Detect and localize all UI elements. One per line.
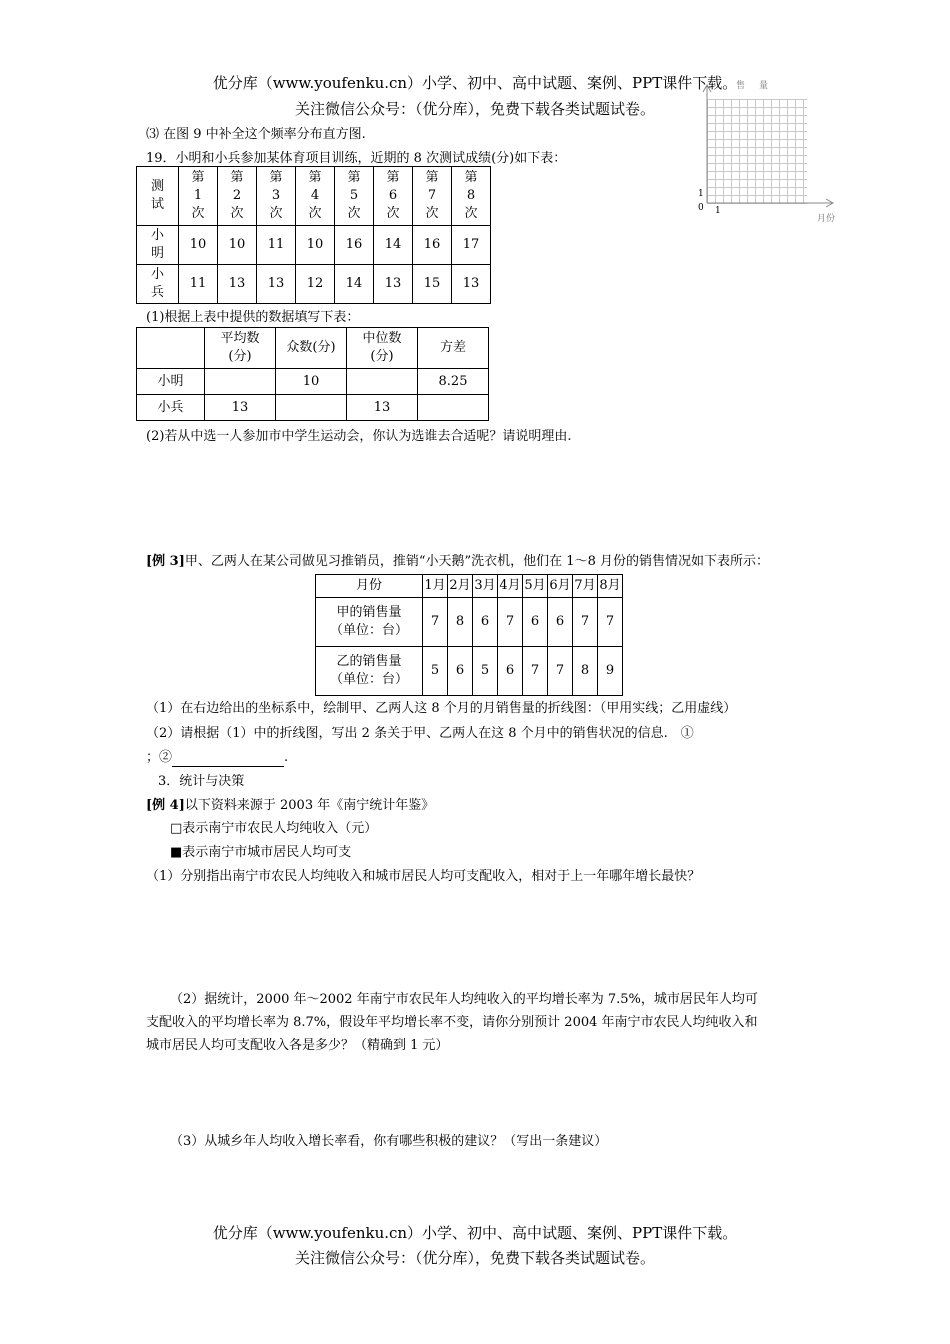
answer-blank[interactable] <box>172 752 284 767</box>
q19-part1: (1)根据上表中提供的数据填写下表： <box>146 310 360 325</box>
month-cell: 3月 <box>473 575 498 598</box>
ex4-q1: （1）分别指出南宁市农民人均纯收入和城市居民人均可支配收入，相对于上一年哪年增长最快？ <box>146 869 701 884</box>
table-row-jia <box>316 598 623 647</box>
score-cell: 13 <box>218 265 257 304</box>
sales-table <box>315 574 623 696</box>
score-cell: 12 <box>296 265 335 304</box>
axes <box>695 75 845 225</box>
header-median: 中位数 (分) <box>347 328 418 369</box>
ex3-text: 甲、乙两人在某公司做见习推销员，推销“小天鹅”洗衣机，他们在 1～8 月份的销售情况如下表所示： <box>184 554 769 569</box>
sales-cell: 5 <box>423 647 448 696</box>
score-cell: 13 <box>257 265 296 304</box>
answer-cell: 13 <box>205 395 276 421</box>
col-header-8: 第 8 次 <box>452 167 491 226</box>
score-cell: 10 <box>179 226 218 265</box>
ex4-legend-2: ■表示南宁市城市居民人均可支 <box>170 845 352 860</box>
row-label: 乙的销售量 （单位：台） <box>316 647 423 696</box>
ex4-intro <box>146 797 434 815</box>
header-variance: 方差 <box>418 328 489 369</box>
col-header-2: 第 2 次 <box>218 167 257 226</box>
row-label: 甲的销售量 （单位：台） <box>316 598 423 647</box>
coordinate-graph <box>695 75 845 225</box>
header-char: 试 <box>150 197 164 212</box>
month-header: 月份 <box>316 575 423 598</box>
ex4-q2-line1: （2）据统计，2000 年～2002 年南宁市农民年人均纯收入的平均增长率为 7.5%，城市居民年人均可 <box>170 992 758 1007</box>
footer-line-2: 关注微信公众号：（优分库），免费下载各类试题试卷。 <box>294 1249 655 1267</box>
month-cell: 7月 <box>573 575 598 598</box>
month-cell: 1月 <box>423 575 448 598</box>
answer-cell: 8.25 <box>418 369 489 395</box>
sales-cell: 5 <box>473 647 498 696</box>
y-axis-label-2: 量 <box>759 81 769 91</box>
sales-cell: 6 <box>498 647 523 696</box>
ex3-q1: （1）在右边给出的坐标系中，绘制甲、乙两人这 8 个月的月销售量的折线图：（甲用实线；乙用虚线） <box>146 701 737 716</box>
sales-cell: 7 <box>548 647 573 696</box>
header-char: 测 <box>150 179 164 194</box>
sales-cell: 7 <box>498 598 523 647</box>
header-mean: 平均数 (分) <box>205 328 276 369</box>
ex3-tag: [例 3] <box>146 554 185 569</box>
month-cell: 6月 <box>548 575 573 598</box>
score-cell: 16 <box>413 226 452 265</box>
x-axis-label: 月份 <box>817 214 836 224</box>
header-mode: 众数(分) <box>276 328 347 369</box>
col-header-6: 第 6 次 <box>374 167 413 226</box>
score-cell: 15 <box>413 265 452 304</box>
score-cell: 11 <box>257 226 296 265</box>
score-cell: 10 <box>218 226 257 265</box>
section-3-title: 3．统计与决策 <box>158 774 245 789</box>
period: . <box>284 750 289 765</box>
col-header-3: 第 3 次 <box>257 167 296 226</box>
score-cell: 10 <box>296 226 335 265</box>
sales-cell: 7 <box>573 598 598 647</box>
sales-cell: 8 <box>448 598 473 647</box>
footer-line-1: 优分库（www.youfenku.cn）小学、初中、高中试题、案例、PPT课件下载。 <box>212 1224 738 1242</box>
empty-header <box>137 328 205 369</box>
table-row-xiaobing <box>137 395 489 421</box>
score-cell: 14 <box>335 265 374 304</box>
ex3-q2: （2）请根据（1）中的折线图，写出 2 条关于甲、乙两人在这 8 个月中的销售状况的信息. ① <box>146 726 694 741</box>
answer-cell: 13 <box>347 395 418 421</box>
q18-part3: ⑶ 在图 9 中补全这个频率分布直方图. <box>146 127 366 142</box>
ex3-intro <box>146 553 769 571</box>
sales-cell: 9 <box>598 647 623 696</box>
ex3-q2-answer-line <box>146 749 288 767</box>
row-label: 小 兵 <box>137 265 179 304</box>
row-label: 小明 <box>137 369 205 395</box>
score-cell: 14 <box>374 226 413 265</box>
table-row-xiaobing <box>137 265 491 304</box>
sales-cell: 6 <box>448 647 473 696</box>
header-line-1: 优分库（www.youfenku.cn）小学、初中、高中试题、案例、PPT课件下载。 <box>212 74 738 92</box>
month-cell: 2月 <box>448 575 473 598</box>
x-tick-1: 1 <box>715 206 721 216</box>
ex4-legend-1: □表示南宁市农民人均纯收入（元） <box>170 821 378 836</box>
col-header-5: 第 5 次 <box>335 167 374 226</box>
answer-cell <box>347 369 418 395</box>
sales-cell: 7 <box>523 647 548 696</box>
sales-cell: 7 <box>598 598 623 647</box>
answer-cell <box>276 395 347 421</box>
month-cell: 5月 <box>523 575 548 598</box>
y-tick-1: 1 <box>698 189 704 199</box>
scores-table <box>136 166 491 304</box>
col-header-7: 第 7 次 <box>413 167 452 226</box>
ex4-q2-line3: 城市居民人均可支配收入各是多少？（精确到 1 元） <box>146 1038 449 1053</box>
score-cell: 13 <box>452 265 491 304</box>
ex4-q3: （3）从城乡年人均收入增长率看，你有哪些积极的建议？（写出一条建议） <box>170 1134 608 1149</box>
answer-cell <box>205 369 276 395</box>
table-row-xiaoming <box>137 369 489 395</box>
header-cell-test <box>137 167 179 226</box>
score-cell: 16 <box>335 226 374 265</box>
header-line-2: 关注微信公众号：（优分库），免费下载各类试题试卷。 <box>294 100 655 118</box>
sales-cell: 6 <box>548 598 573 647</box>
table-row-yi <box>316 647 623 696</box>
sales-cell: 7 <box>423 598 448 647</box>
table-row-xiaoming <box>137 226 491 265</box>
sales-cell: 6 <box>473 598 498 647</box>
answer-cell: 10 <box>276 369 347 395</box>
q19-intro: 19．小明和小兵参加某体育项目训练，近期的 8 次测试成绩(分)如下表： <box>146 151 567 166</box>
ex4-tag: [例 4] <box>146 798 185 813</box>
score-cell: 17 <box>452 226 491 265</box>
col-header-4: 第 4 次 <box>296 167 335 226</box>
ex4-q2-line2: 支配收入的平均增长率为 8.7%，假设年平均增长率不变，请你分别预计 2004 年南宁市农民人均纯收入和 <box>146 1015 758 1030</box>
y-axis-label-1: 售 <box>736 81 746 91</box>
row-label: 小兵 <box>137 395 205 421</box>
origin-label: 0 <box>698 203 704 213</box>
score-cell: 13 <box>374 265 413 304</box>
row-label: 小 明 <box>137 226 179 265</box>
ex4-text: 以下资料来源于 2003 年《南宁统计年鉴》 <box>184 798 435 813</box>
answer-marker-2: ；② <box>146 750 173 765</box>
col-header-1: 第 1 次 <box>179 167 218 226</box>
answer-cell <box>418 395 489 421</box>
month-cell: 4月 <box>498 575 523 598</box>
score-cell: 11 <box>179 265 218 304</box>
q19-part2: (2)若从中选一人参加市中学生运动会，你认为选谁去合适呢？请说明理由. <box>146 429 572 444</box>
month-cell: 8月 <box>598 575 623 598</box>
statistics-table <box>136 327 489 421</box>
sales-cell: 8 <box>573 647 598 696</box>
sales-cell: 6 <box>523 598 548 647</box>
